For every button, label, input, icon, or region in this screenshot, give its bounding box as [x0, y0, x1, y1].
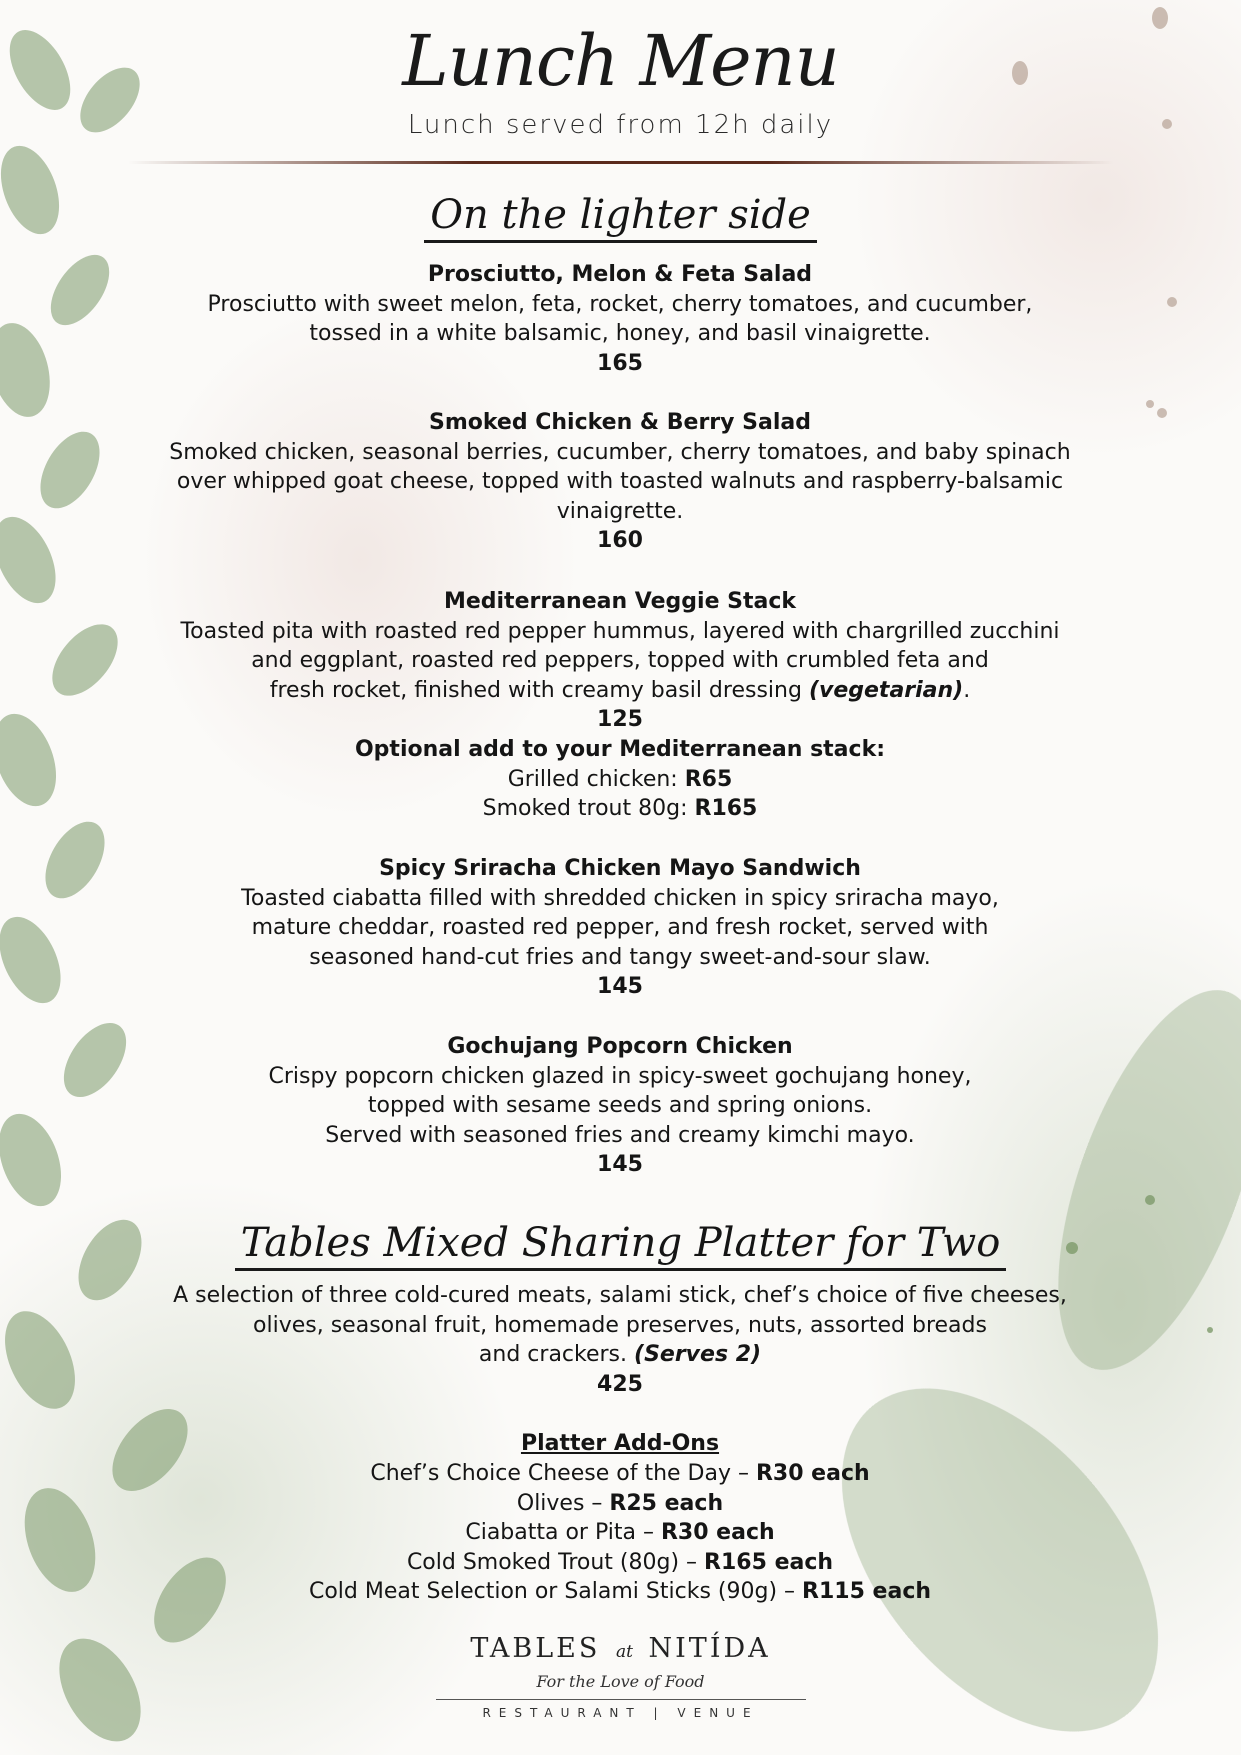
- item-name: Prosciutto, Melon & Feta Salad: [427, 262, 813, 287]
- item-description: Prosciutto with sweet melon, feta, rocket, cherry tomatoes, and cucumber, tossed in a white balsamic, honey, and basil vinaigrette.: [207, 291, 1033, 347]
- addon-label: Ciabatta or Pita –: [465, 1520, 661, 1546]
- item-description: Toasted pita with roasted red pepper hummus, layered with chargrilled zucchini and eggplant, roasted red peppers, topped with crumbled feta and fresh rocket, finished with creamy basil dressing: [180, 618, 1060, 703]
- brand-subline: RESTAURANT | VENUE: [482, 1706, 759, 1720]
- item-description: Toasted ciabatta filled with shredded chicken in spicy sriracha mayo, mature cheddar, roasted red pepper, and fresh rocket, served with seasoned hand-cut fries and tangy sweet-and-sour slaw.: [241, 885, 999, 970]
- addon-price: R30 each: [660, 1520, 775, 1546]
- brand-left: TABLES: [470, 1633, 601, 1664]
- item-note: (vegetarian): [808, 677, 964, 703]
- addon-line: [150, 794, 1090, 824]
- item-price: 160: [597, 528, 643, 554]
- addon-price: R165 each: [704, 1549, 834, 1575]
- addon-price: R25 each: [609, 1490, 724, 1516]
- item-description-wrap: Toasted pita with roasted red pepper hummus, layered with chargrilled zucchini and eggplant, roasted red peppers, topped with crumbled feta and fresh rocket, finished with creamy basil dressing (vegetarian).: [180, 618, 1060, 703]
- footer-logo: [0, 1633, 1241, 1720]
- addon-price: R115 each: [802, 1579, 932, 1605]
- item-price: 145: [597, 1152, 643, 1178]
- addon-price: R65: [684, 766, 733, 792]
- menu-item: [150, 1032, 1090, 1180]
- brand-name: [0, 1633, 1241, 1664]
- menu-item: [150, 587, 1090, 824]
- platter-addon-line: [150, 1489, 1090, 1519]
- section-heading-lighter-text: On the lighter side: [424, 192, 817, 243]
- header-divider: [128, 161, 1113, 164]
- menu-item: [150, 854, 1090, 1002]
- section-heading-platter: [0, 1218, 1241, 1268]
- item-price: 165: [597, 350, 643, 376]
- addon-price: R165: [694, 796, 758, 822]
- platter-addon-line: [150, 1577, 1090, 1607]
- page-title: Lunch Menu: [402, 20, 839, 102]
- item-name: Mediterranean Veggie Stack: [443, 589, 797, 614]
- platter-description: A selection of three cold-cured meats, salami stick, chef’s choice of five cheeses, olives, seasonal fruit, homemade preserves, nuts, assorted breads and crackers.: [173, 1283, 1067, 1368]
- menu-item: [150, 408, 1090, 556]
- platter-addon-line: [150, 1518, 1090, 1548]
- menu-item: [150, 260, 1090, 378]
- addon-label: Cold Meat Selection or Salami Sticks (90g) –: [308, 1579, 803, 1605]
- addon-label: Grilled chicken:: [507, 766, 685, 792]
- item-name: Spicy Sriracha Chicken Mayo Sandwich: [379, 856, 861, 881]
- addon-label: Olives –: [516, 1490, 610, 1516]
- platter-description-wrap: [150, 1281, 1090, 1370]
- brand-right: NITÍDA: [648, 1633, 771, 1664]
- platter-addon-line: [150, 1459, 1090, 1489]
- item-description: Crispy popcorn chicken glazed in spicy-sweet gochujang honey, topped with sesame seeds and spring onions. Served with seasoned fries and creamy kimchi mayo.: [268, 1063, 972, 1148]
- addon-title: Optional add to your Mediterranean stack:: [354, 736, 885, 762]
- footer-divider: [436, 1699, 806, 1700]
- item-price: 125: [597, 707, 643, 733]
- spacer: [150, 1399, 1090, 1429]
- platter-note: (Serves 2): [634, 1342, 762, 1368]
- platter-item: [150, 1281, 1090, 1607]
- brand-at: at: [615, 1642, 633, 1662]
- section-heading-platter-text: Tables Mixed Sharing Platter for Two: [235, 1220, 1007, 1271]
- addon-label: Chef’s Choice Cheese of the Day –: [370, 1460, 756, 1486]
- page-subtitle: Lunch served from 12h daily: [407, 110, 834, 140]
- addon-label: Cold Smoked Trout (80g) –: [406, 1549, 705, 1575]
- item-description: Smoked chicken, seasonal berries, cucumber, cherry tomatoes, and baby spinach over whipped goat cheese, topped with toasted walnuts and raspberry-balsamic vinaigrette.: [169, 439, 1071, 524]
- section-heading-lighter: [0, 190, 1241, 240]
- platter-addon-line: [150, 1548, 1090, 1578]
- item-name: Smoked Chicken & Berry Salad: [429, 410, 811, 435]
- addon-line: [150, 765, 1090, 795]
- addon-price: R30 each: [755, 1460, 870, 1486]
- platter-price: 425: [597, 1371, 643, 1397]
- item-price: 145: [597, 974, 643, 1000]
- item-name: Gochujang Popcorn Chicken: [447, 1034, 793, 1059]
- brand-tagline: For the Love of Food: [536, 1672, 705, 1691]
- platter-addons-title: Platter Add-Ons: [520, 1431, 720, 1457]
- addon-label: Smoked trout 80g:: [482, 796, 695, 822]
